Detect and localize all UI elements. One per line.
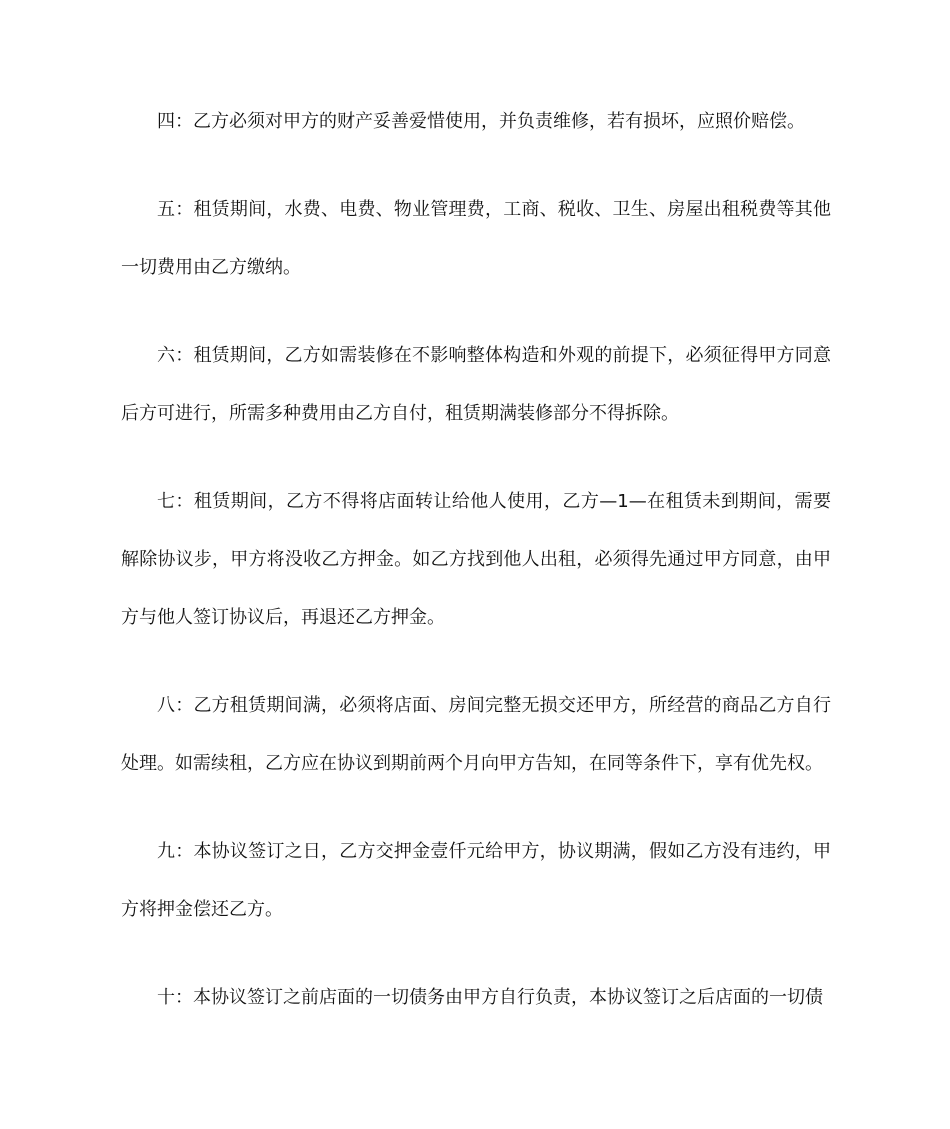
clause-10: 十：本协议签订之前店面的一切债务由甲方自行负责，本协议签订之后店面的一切债 (157, 987, 823, 1008)
clause-6: 六：租赁期间，乙方如需装修在不影响整体构造和外观的前提下，必须征得甲方同意后方可进行，所需多种费用由乙方自付，租赁期满装修部分不得拆除。 (121, 345, 831, 424)
clause-5: 五：租赁期间，水费、电费、物业管理费，工商、税收、卫生、房屋出租税费等其他一切费用由乙方缴纳。 (121, 199, 831, 278)
document-body (121, 93, 831, 1057)
clause-4: 四：乙方必须对甲方的财产妥善爱惜使用，并负责维修，若有损坏，应照价赔偿。 (157, 111, 805, 132)
clause-8: 八：乙方租赁期间满，必须将店面、房间完整无损交还甲方，所经营的商品乙方自行处理。如需续租，乙方应在协议到期前两个月向甲方告知，在同等条件下，享有优先权。 (121, 695, 831, 774)
clause-9: 九：本协议签订之日，乙方交押金壹仟元给甲方，协议期满，假如乙方没有违约，甲方将押金偿还乙方。 (121, 841, 831, 920)
clause-7: 七：租赁期间，乙方不得将店面转让给他人使用，乙方—1—在租赁未到期间，需要解除协议步，甲方将没收乙方押金。如乙方找到他人出租，必须得先通过甲方同意，由甲方与他人签订协议后，再退还乙方押金。 (121, 491, 831, 628)
